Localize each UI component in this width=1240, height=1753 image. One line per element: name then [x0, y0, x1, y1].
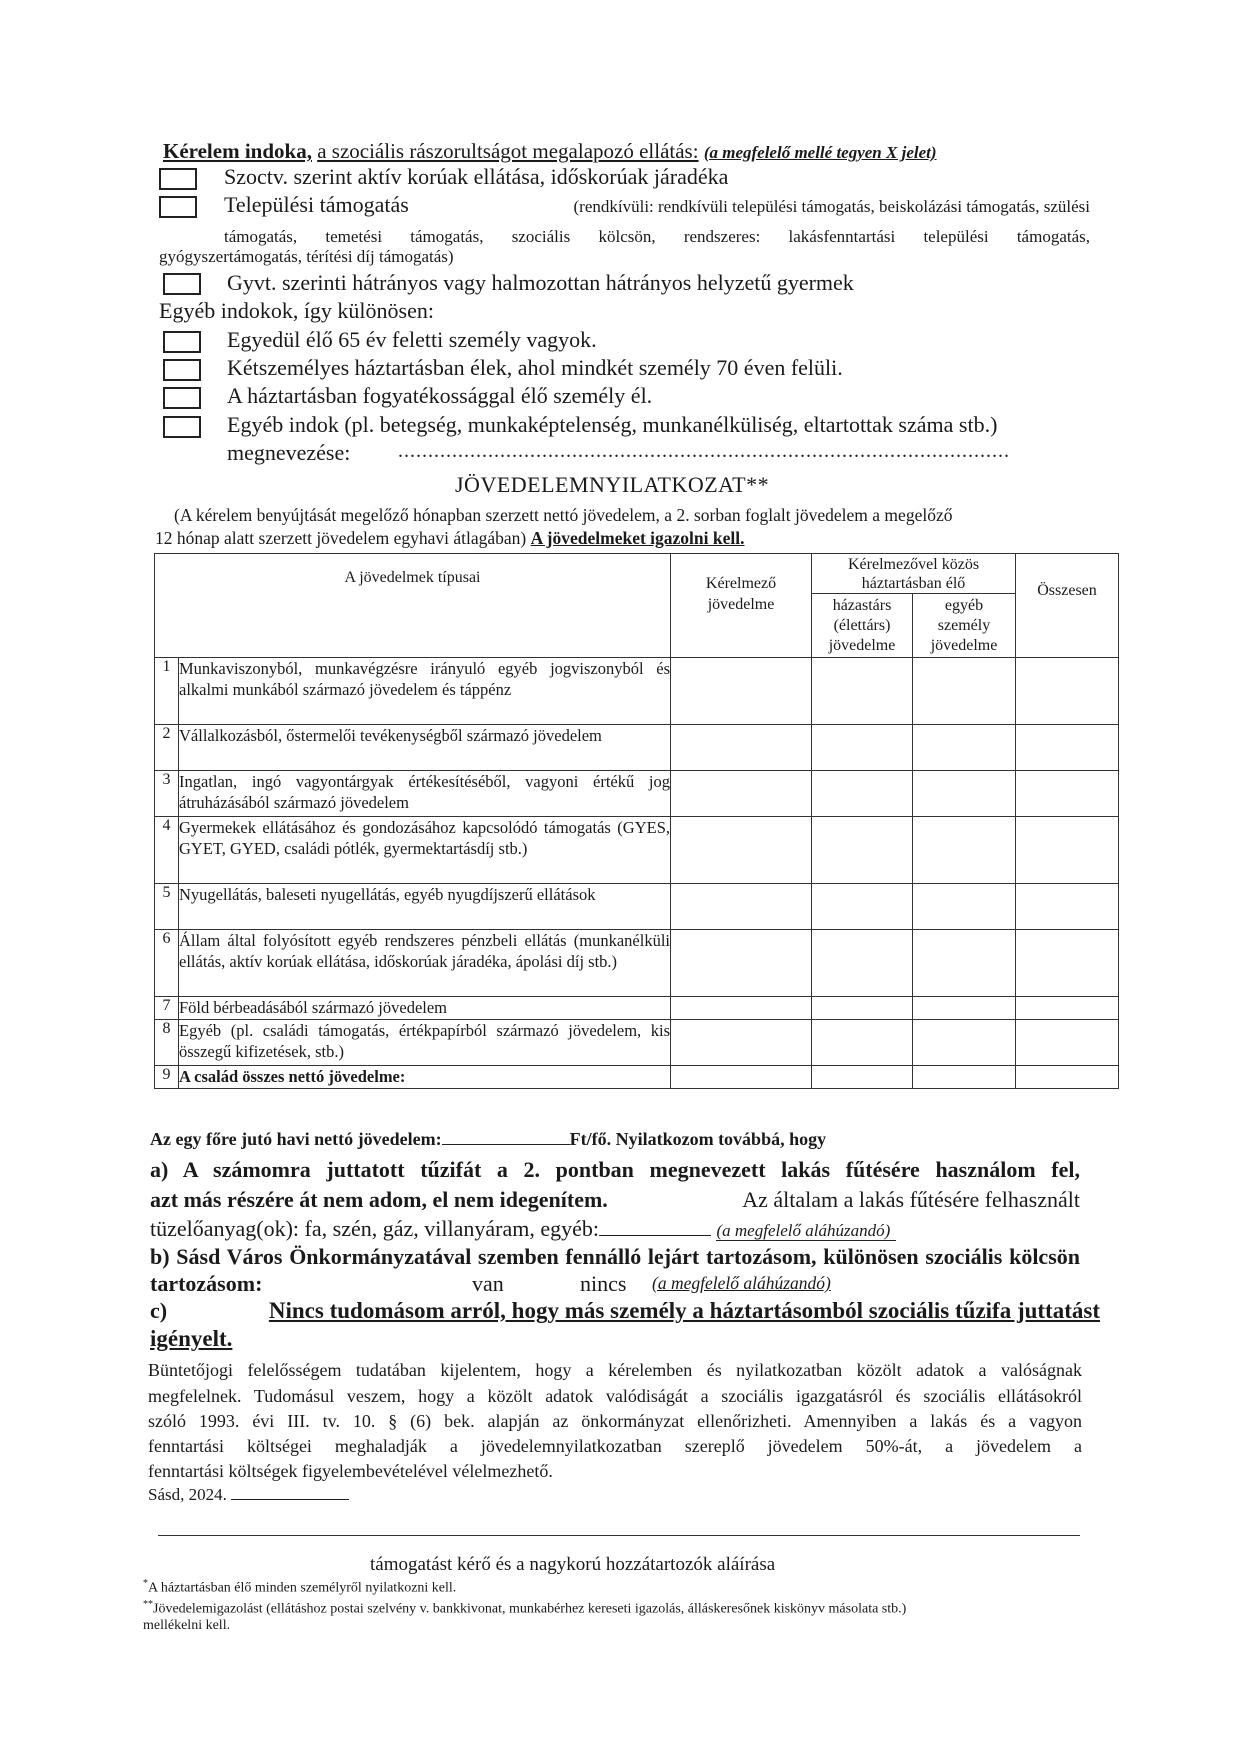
row-description: Gyermekek ellátásához és gondozásához kapcsolódó támogatás (GYES, GYET, GYED, családi pótlék, gyermektartásdíj stb.) [179, 817, 671, 884]
header-household-group [812, 554, 1016, 594]
statement-a-note: (a megfelelő aláhúzandó) [716, 1221, 896, 1241]
option-label: Települési támogatás [224, 192, 409, 217]
row-description: Munkaviszonyból, munkavégzésre irányuló egyéb jogviszonyból és alkalmi munkából származó jövedelem és táppénz [179, 658, 671, 725]
statement-b-line2 [150, 1271, 831, 1297]
cell-total[interactable] [1016, 1020, 1119, 1066]
row-number: 5 [155, 884, 179, 930]
cell-total[interactable] [1016, 817, 1119, 884]
footnote-text: A háztartásban élő minden személyről nyilatkozni kell. [148, 1580, 457, 1596]
header-applicant-line2: jövedelme [707, 595, 775, 613]
cell-other[interactable] [913, 997, 1016, 1020]
legal-text: fenntartási költségei meghaladják a jövedelemnyilatkozatban szereplő jövedelem 50%-át, a jövedelem a [148, 1436, 1082, 1456]
header-applicant [671, 554, 812, 658]
legal-text: fenntartási költségek figyelembevételével vélelmezhető. [148, 1461, 553, 1481]
cell-total[interactable] [1016, 658, 1119, 725]
statement-b-label: tartozásom: [150, 1271, 263, 1296]
row-description: A család összes nettó jövedelme: [179, 1066, 671, 1089]
row-number: 3 [155, 771, 179, 817]
header-applicant-line1: Kérelmező [705, 574, 777, 592]
statement-a-fuel: tüzelőanyag(ok): fa, szén, gáz, villanyáram, egyéb: [150, 1216, 599, 1241]
option-detail: (rendkívüli: rendkívüli települési támogatás, beiskolázási támogatás, szülési [573, 197, 1090, 216]
section-note: (a megfelelő mellé tegyen X jelet) [703, 143, 937, 162]
income-intro: (A kérelem benyújtását megelőző hónapban szerzett nettó jövedelem, a 2. sorban foglalt jövedelem a megelőző [174, 505, 953, 525]
cell-other[interactable] [913, 771, 1016, 817]
cell-other[interactable] [913, 725, 1016, 771]
cell-applicant[interactable] [671, 1066, 812, 1089]
row-description: Nyugellátás, baleseti nyugellátás, egyéb nyugdíjszerű ellátások [179, 884, 671, 930]
cell-applicant[interactable] [671, 817, 812, 884]
cell-other[interactable] [913, 1066, 1016, 1089]
cell-total[interactable] [1016, 725, 1119, 771]
naming-field[interactable]: ...................................................................................................... [398, 440, 1010, 462]
cell-spouse[interactable] [812, 884, 913, 930]
option-label: Szoctv. szerint aktív korúak ellátása, időskorúak járadéka [224, 164, 729, 189]
per-capita-label: Az egy főre jutó havi nettó jövedelem: [150, 1129, 442, 1149]
row-description: Egyéb (pl. családi támogatás, értékpapírból származó jövedelem, kis összegű kifizetések, stb.) [179, 1020, 671, 1066]
statement-a-bold: azt más részére át nem adom, el nem idegenítem. [150, 1187, 608, 1212]
cell-total[interactable] [1016, 930, 1119, 997]
statement-a-line1: a) A számomra juttatott tűzifát a 2. pontban megnevezett lakás fűtésére használom fel, [150, 1157, 1080, 1182]
header-other-line3: jövedelme [930, 637, 998, 654]
cell-total[interactable] [1016, 771, 1119, 817]
legal-text: szóló 1993. évi III. tv. 10. § (6) bek. alapján az önkormányzat ellenőrizheti. Amennyiben a lakás és a vagyon [148, 1411, 1082, 1431]
checkbox-ketszemelyes[interactable] [163, 359, 201, 381]
header-group-line2: háztartásban élő [861, 575, 966, 592]
cell-applicant[interactable] [671, 997, 812, 1020]
row-description: Állam által folyósított egyéb rendszeres pénzbeli ellátás (munkanélküli ellátás, aktív korúak ellátása, időskorúak járadéka, ápolási díj stb.) [179, 930, 671, 997]
header-total: Összesen [1016, 554, 1119, 658]
cell-spouse[interactable] [812, 930, 913, 997]
cell-other[interactable] [913, 817, 1016, 884]
other-heading: Egyéb indokok, így különösen: [159, 298, 434, 323]
statement-c-text: Nincs tudomásom arról, hogy más személy a háztartásomból szociális tűzifa juttatást [268, 1298, 1100, 1323]
section-title-rest: a szociális rászorultságot megalapozó ellátás: [317, 139, 699, 163]
header-other-line1: egyéb [944, 597, 984, 614]
row-number: 9 [155, 1066, 179, 1089]
row-description: Föld bérbeadásából származó jövedelem [179, 997, 671, 1020]
income-table [154, 553, 1119, 1089]
table-row [155, 725, 1119, 771]
cell-other[interactable] [913, 884, 1016, 930]
row-number: 6 [155, 930, 179, 997]
cell-spouse[interactable] [812, 1020, 913, 1066]
place-date-label: Sásd, 2024. [148, 1485, 227, 1504]
footnote-text: Jövedelemigazolást (ellátáshoz postai szelvény v. bankkivonat, munkabérhez kereseti igazolás, álláskeresőnek kiskönyv másolata stb.) [153, 1601, 907, 1617]
legal-text: Büntetőjogi felelősségem tudatában kijelentem, hogy a kérelemben és nyilatkozatban közölt adatok a valóságnak [148, 1360, 1082, 1380]
table-row [155, 658, 1119, 725]
checkbox-aktiv-korúak[interactable] [159, 168, 197, 190]
place-date [148, 1485, 349, 1505]
cell-total[interactable] [1016, 997, 1119, 1020]
other-option-label: Egyéb indok (pl. betegség, munkaképtelenség, munkanélküliség, eltartottak száma stb.) [227, 412, 998, 437]
table-row [155, 771, 1119, 817]
row-number: 4 [155, 817, 179, 884]
cell-other[interactable] [913, 930, 1016, 997]
signature-label: támogatást kérő és a nagykorú hozzátartozók aláírása [370, 1554, 776, 1575]
cell-applicant[interactable] [671, 884, 812, 930]
legal-text: megfelelnek. Tudomásul veszem, hogy a közölt adatok valódiságát a szociális igazgatásról és szociális ellátásokról [148, 1386, 1082, 1406]
cell-spouse[interactable] [812, 1066, 913, 1089]
table-row [155, 930, 1119, 997]
row-description: Vállalkozásból, őstermelői tevékenységből származó jövedelem [179, 725, 671, 771]
cell-other[interactable] [913, 658, 1016, 725]
header-spouse-line1: házastárs [832, 597, 892, 614]
other-option-label: Egyedül élő 65 év feletti személy vagyok. [227, 327, 597, 352]
option-van[interactable]: van [472, 1271, 504, 1296]
header-spouse-line3: jövedelme [828, 637, 896, 654]
footnote-mark: * [143, 1578, 148, 1589]
cell-spouse[interactable] [812, 771, 913, 817]
date-field[interactable] [231, 1485, 349, 1500]
statement-b-line1: b) Sásd Város Önkormányzatával szemben fennálló lejárt tartozásom, különösen szociális kölcsön [150, 1244, 1080, 1269]
per-capita-line [150, 1128, 826, 1150]
fuel-other-field[interactable] [599, 1217, 711, 1236]
statement-a-line2 [150, 1187, 1080, 1213]
cell-spouse[interactable] [812, 658, 913, 725]
row-number: 7 [155, 997, 179, 1020]
header-spouse [812, 594, 913, 658]
cell-total[interactable] [1016, 884, 1119, 930]
income-intro-2 [155, 528, 744, 549]
statement-b-note: (a megfelelő aláhúzandó) [652, 1273, 831, 1293]
option-detail: gyógyszertámogatás, térítési díj támogatás) [159, 247, 454, 266]
header-other-line2: személy [937, 617, 991, 634]
income-intro-text: 12 hónap alatt szerzett jövedelem egyhavi átlagában) [155, 528, 527, 548]
cell-applicant[interactable] [671, 930, 812, 997]
row-number: 1 [155, 658, 179, 725]
cell-applicant[interactable] [671, 771, 812, 817]
cell-spouse[interactable] [812, 725, 913, 771]
other-option-label: Kétszemélyes háztartásban élek, ahol mindkét személy 70 éven felüli. [227, 355, 843, 380]
income-heading: JÖVEDELEMNYILATKOZAT** [455, 472, 770, 497]
option-nincs[interactable]: nincs [580, 1271, 627, 1296]
option-label: Gyvt. szerinti hátrányos vagy halmozottan hátrányos helyzetű gyermek [227, 270, 854, 295]
cell-other[interactable] [913, 1020, 1016, 1066]
section-heading [163, 139, 937, 164]
header-spouse-line2: (élettárs) [833, 617, 891, 634]
checkbox-fogyatekossag[interactable] [163, 387, 201, 409]
naming-label: megnevezése: [227, 440, 351, 465]
cell-applicant[interactable] [671, 1020, 812, 1066]
income-intro-bold: A jövedelmeket igazolni kell. [530, 528, 745, 548]
row-number: 8 [155, 1020, 179, 1066]
footnote-2-cont: mellékelni kell. [143, 1618, 231, 1633]
header-income-types: A jövedelmek típusai [155, 554, 671, 658]
cell-spouse[interactable] [812, 997, 913, 1020]
table-row [155, 884, 1119, 930]
section-title: Kérelem indoka, [163, 139, 312, 163]
option-detail: támogatás, temetési támogatás, szociális kölcsön, rendszeres: lakásfenntartási települési támogatás, [224, 227, 1090, 246]
statement-c-line1 [150, 1298, 1100, 1324]
statement-c-prefix: c) [150, 1298, 168, 1323]
footnote-1 [143, 1578, 456, 1597]
checkbox-egyeb-indok[interactable] [163, 416, 201, 438]
cell-spouse[interactable] [812, 817, 913, 884]
table-row [155, 1020, 1119, 1066]
statement-a-line3 [150, 1216, 896, 1242]
row-description: Ingatlan, ingó vagyontárgyak értékesítéséből, vagyoni értékű jog átruházásából származó jövedelem [179, 771, 671, 817]
footnote-2 [143, 1599, 906, 1618]
table-row [155, 817, 1119, 884]
header-other-person [913, 594, 1016, 658]
cell-applicant[interactable] [671, 725, 812, 771]
checkbox-telepulesi-tamogatas[interactable] [159, 196, 197, 218]
row-number: 2 [155, 725, 179, 771]
header-group-line1: Kérelmezővel közös [847, 556, 980, 573]
statement-c-line2: igényelt. [150, 1326, 233, 1351]
option-telepulesi-line1 [224, 192, 1090, 218]
signature-line[interactable] [158, 1535, 1080, 1536]
per-capita-unit: Ft/fő. Nyilatkozom továbbá, hogy [569, 1129, 827, 1149]
cell-applicant[interactable] [671, 658, 812, 725]
checkbox-egyedul-elo[interactable] [163, 331, 201, 353]
checkbox-gyvt[interactable] [163, 273, 201, 295]
cell-total[interactable] [1016, 1066, 1119, 1089]
statement-a-rest: Az általam a lakás fűtésére felhasznált [742, 1187, 1080, 1212]
table-row-total [155, 1066, 1119, 1089]
table-row [155, 997, 1119, 1020]
per-capita-field[interactable] [442, 1128, 570, 1145]
footnote-mark: ** [143, 1599, 153, 1610]
other-option-label: A háztartásban fogyatékossággal élő személy él. [227, 383, 653, 408]
